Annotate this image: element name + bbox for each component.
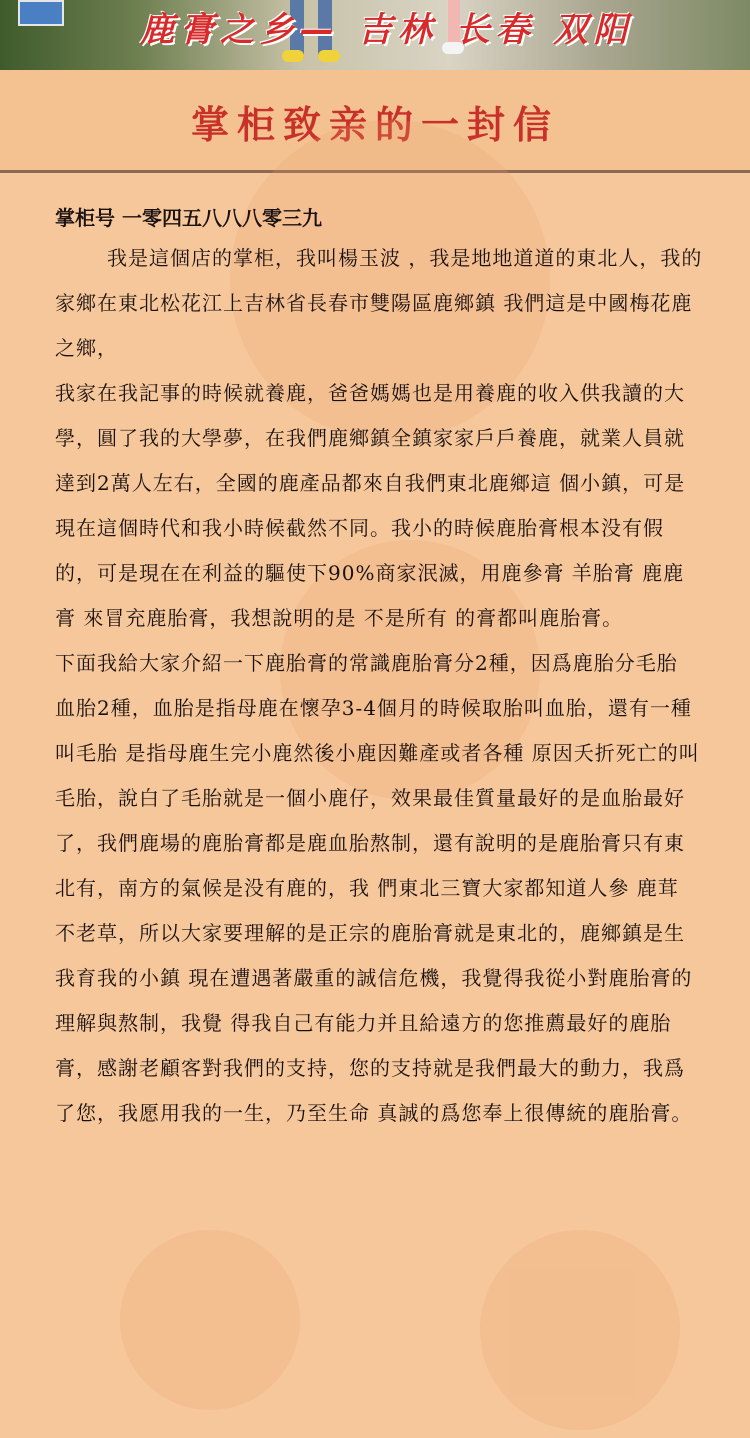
deer-watermark bbox=[120, 1230, 300, 1410]
letter-paragraph: 我是這個店的掌柜，我叫楊玉波 ，我是地地道道的東北人，我的家鄉在東北松花江上吉林省長春市雙陽區鹿鄉鎮 我們這是中國梅花鹿之鄉， bbox=[55, 246, 703, 360]
deer-watermark bbox=[480, 1230, 680, 1430]
letter-body bbox=[55, 200, 705, 1136]
page-title: 掌柜致亲的一封信 bbox=[190, 102, 559, 147]
letter-paragraph: 我家在我記事的時候就養鹿，爸爸媽媽也是用養鹿的收入供我讀的大學，圓了我的大學夢，在我們鹿鄉鎮全鎮家家戶戶養鹿，就業人員就達到2萬人左右，全國的鹿產品都來自我們東北鹿鄉這 個小鎮，可是現在這個時代和我小時候截然不同。我小的時候鹿胎膏根本没有假的，可是現在在利益的驅使下90%商家泯滅，用鹿參膏 羊胎膏 鹿鹿膏 來冒充鹿胎膏，我想說明的是 不是所有 的膏都叫鹿胎膏。 bbox=[55, 381, 686, 630]
banner-photo bbox=[0, 0, 750, 70]
hotline-number: 掌柜号 一零四五八八八零三九 bbox=[55, 206, 322, 230]
letter-paragraph: 下面我給大家介紹一下鹿胎膏的常識鹿胎膏分2種，因爲鹿胎分毛胎 血胎2種，血胎是指母鹿在懷孕3-4個月的時候取胎叫血胎，還有一種叫毛胎 是指母鹿生完小鹿然後小鹿因難產或者各種 原因夭折死亡的叫毛胎，說白了毛胎就是一個小鹿仔，效果最佳質量最好的是血胎最好了，我們鹿場的鹿胎膏都是鹿血胎熬制，還有說明的是鹿胎膏只有東北有，南方的氣候是没有鹿的，我 們東北三寶大家都知道人參 鹿茸 不老草，所以大家要理解的是正宗的鹿胎膏就是東北的，鹿鄉鎮是生我育我的小鎮 現在遭遇著嚴重的誠信危機，我覺得我從小對鹿胎膏的理解與熬制，我覺 得我自己有能力并且給遠方的您推薦最好的鹿胎膏，感謝老顧客對我們的支持，您的支持就是我們最大的動力，我爲了您，我愿用我的一生，乃至生命 真誠的爲您奉上很傳統的鹿胎膏。 bbox=[55, 651, 700, 1125]
banner-title: 鹿膏之乡— 吉林 长春 双阳 bbox=[140, 10, 634, 50]
banner-sign bbox=[18, 0, 64, 26]
banner-shoe bbox=[318, 50, 340, 62]
banner-shoe bbox=[282, 50, 304, 62]
